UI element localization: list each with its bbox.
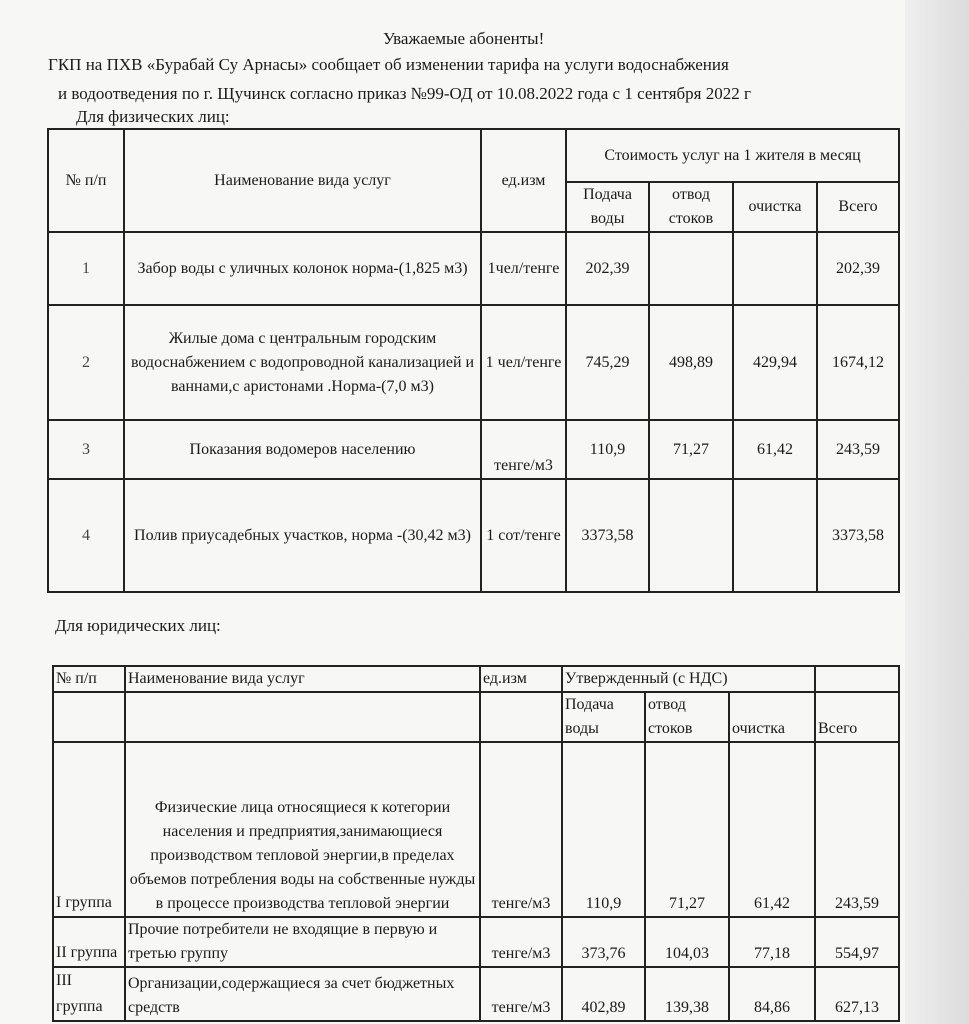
- row-num: 2: [48, 305, 124, 420]
- table-row: [53, 967, 899, 1021]
- header-service-name: Наименование вида услуг: [124, 129, 481, 232]
- announcement-line-1: ГКП на ПХВ «Бурабай Су Арнасы» сообщает об изменении тарифа на услуги водоснабжения: [48, 55, 729, 74]
- row-clean: [733, 232, 817, 305]
- row-group: III группа: [53, 967, 125, 1021]
- row-drain: [649, 479, 733, 592]
- row-unit: тенге/м3: [480, 967, 562, 1021]
- row-num: 1: [48, 232, 124, 305]
- table-row: [48, 232, 899, 305]
- row-clean: 429,94: [733, 305, 817, 420]
- row-total: 627,13: [815, 967, 899, 1021]
- table-row: [48, 479, 899, 592]
- subheader-clean: очистка: [733, 182, 817, 232]
- subheader-empty: [53, 692, 125, 742]
- subheader-drain: отвод стоков: [645, 692, 729, 742]
- header-service-name: Наименование вида услуг: [125, 666, 480, 692]
- row-clean: 84,86: [729, 967, 815, 1021]
- row-drain: 139,38: [645, 967, 729, 1021]
- row-supply: 110,9: [566, 420, 649, 479]
- page-edge: [905, 0, 969, 1024]
- row-drain: 71,27: [645, 742, 729, 917]
- subheader-total: Всего: [817, 182, 899, 232]
- row-drain: 104,03: [645, 917, 729, 967]
- row-clean: [733, 479, 817, 592]
- subheader-empty: [125, 692, 480, 742]
- header-unit: ед.изм: [481, 129, 566, 232]
- header-cost: Стоимость услуг на 1 жителя в месяц: [566, 129, 899, 182]
- row-unit: 1 чел/тенге: [481, 305, 566, 420]
- row-total: 202,39: [817, 232, 899, 305]
- row-service-name: Прочие потребители не входящие в первую и третью группу: [125, 917, 480, 967]
- row-group: I группа: [53, 742, 125, 917]
- row-unit: 1чел/тенге: [481, 232, 566, 305]
- physical-tariff-table: [47, 128, 900, 593]
- table-row: [53, 917, 899, 967]
- row-group: II группа: [53, 917, 125, 967]
- row-drain: 71,27: [649, 420, 733, 479]
- row-unit: тенге/м3: [480, 742, 562, 917]
- row-supply: 745,29: [566, 305, 649, 420]
- table-row: [48, 305, 899, 420]
- row-total: 3373,58: [817, 479, 899, 592]
- header-num: № п/п: [53, 666, 125, 692]
- greeting-heading: Уважаемые абоненты!: [383, 29, 545, 48]
- row-supply: 3373,58: [566, 479, 649, 592]
- row-total: 243,59: [815, 742, 899, 917]
- row-service-name: Полив приусадебных участков, норма -(30,42 м3): [124, 479, 481, 592]
- row-clean: 61,42: [733, 420, 817, 479]
- row-service-name: Организации,содержащиеся за счет бюджетных средств: [125, 967, 480, 1021]
- legal-tariff-table: [52, 665, 900, 1022]
- row-supply: 373,76: [562, 917, 645, 967]
- subheader-supply: Подача воды: [566, 182, 649, 232]
- header-empty: [815, 666, 899, 692]
- row-drain: 498,89: [649, 305, 733, 420]
- row-num: 3: [48, 420, 124, 479]
- table-row: [48, 420, 899, 479]
- physical-persons-label: Для физических лиц:: [76, 107, 230, 126]
- header-approved: Утвержденный (с НДС): [562, 666, 815, 692]
- row-service-name: Забор воды с уличных колонок норма-(1,825 м3): [124, 232, 481, 305]
- row-unit: 1 сот/тенге: [481, 479, 566, 592]
- row-total: 243,59: [817, 420, 899, 479]
- subheader-clean: очистка: [729, 692, 815, 742]
- row-clean: 61,42: [729, 742, 815, 917]
- subheader-total: Всего: [815, 692, 899, 742]
- legal-persons-label: Для юридических лиц:: [55, 616, 221, 635]
- row-service-name: Физические лица относящиеся к котегории населения и предприятия,занимающиеся производством тепловой энергии,в пределах объемов потребления воды на собственные нужды в процессе производства тепловой энергии: [125, 742, 480, 917]
- row-service-name: Показания водомеров населению: [124, 420, 481, 479]
- row-supply: 110,9: [562, 742, 645, 917]
- row-clean: 77,18: [729, 917, 815, 967]
- subheader-drain: отвод стоков: [649, 182, 733, 232]
- row-service-name: Жилые дома с центральным городским водоснабжением с водопроводной канализацией и ваннами,с аристонами .Норма-(7,0 м3): [124, 305, 481, 420]
- row-supply: 202,39: [566, 232, 649, 305]
- header-unit: ед.изм: [480, 666, 562, 692]
- subheader-empty: [480, 692, 562, 742]
- subheader-supply: Подача воды: [562, 692, 645, 742]
- table-row: [53, 742, 899, 917]
- announcement-line-2: и водоотведения по г. Щучинск согласно приказ №99-ОД от 10.08.2022 года с 1 сентября 2022 г: [58, 84, 751, 103]
- row-unit: тенге/м3: [480, 917, 562, 967]
- header-num: № п/п: [48, 129, 124, 232]
- row-drain: [649, 232, 733, 305]
- row-total: 1674,12: [817, 305, 899, 420]
- row-supply: 402,89: [562, 967, 645, 1021]
- row-total: 554,97: [815, 917, 899, 967]
- row-num: 4: [48, 479, 124, 592]
- row-unit: тенге/м3: [481, 420, 566, 479]
